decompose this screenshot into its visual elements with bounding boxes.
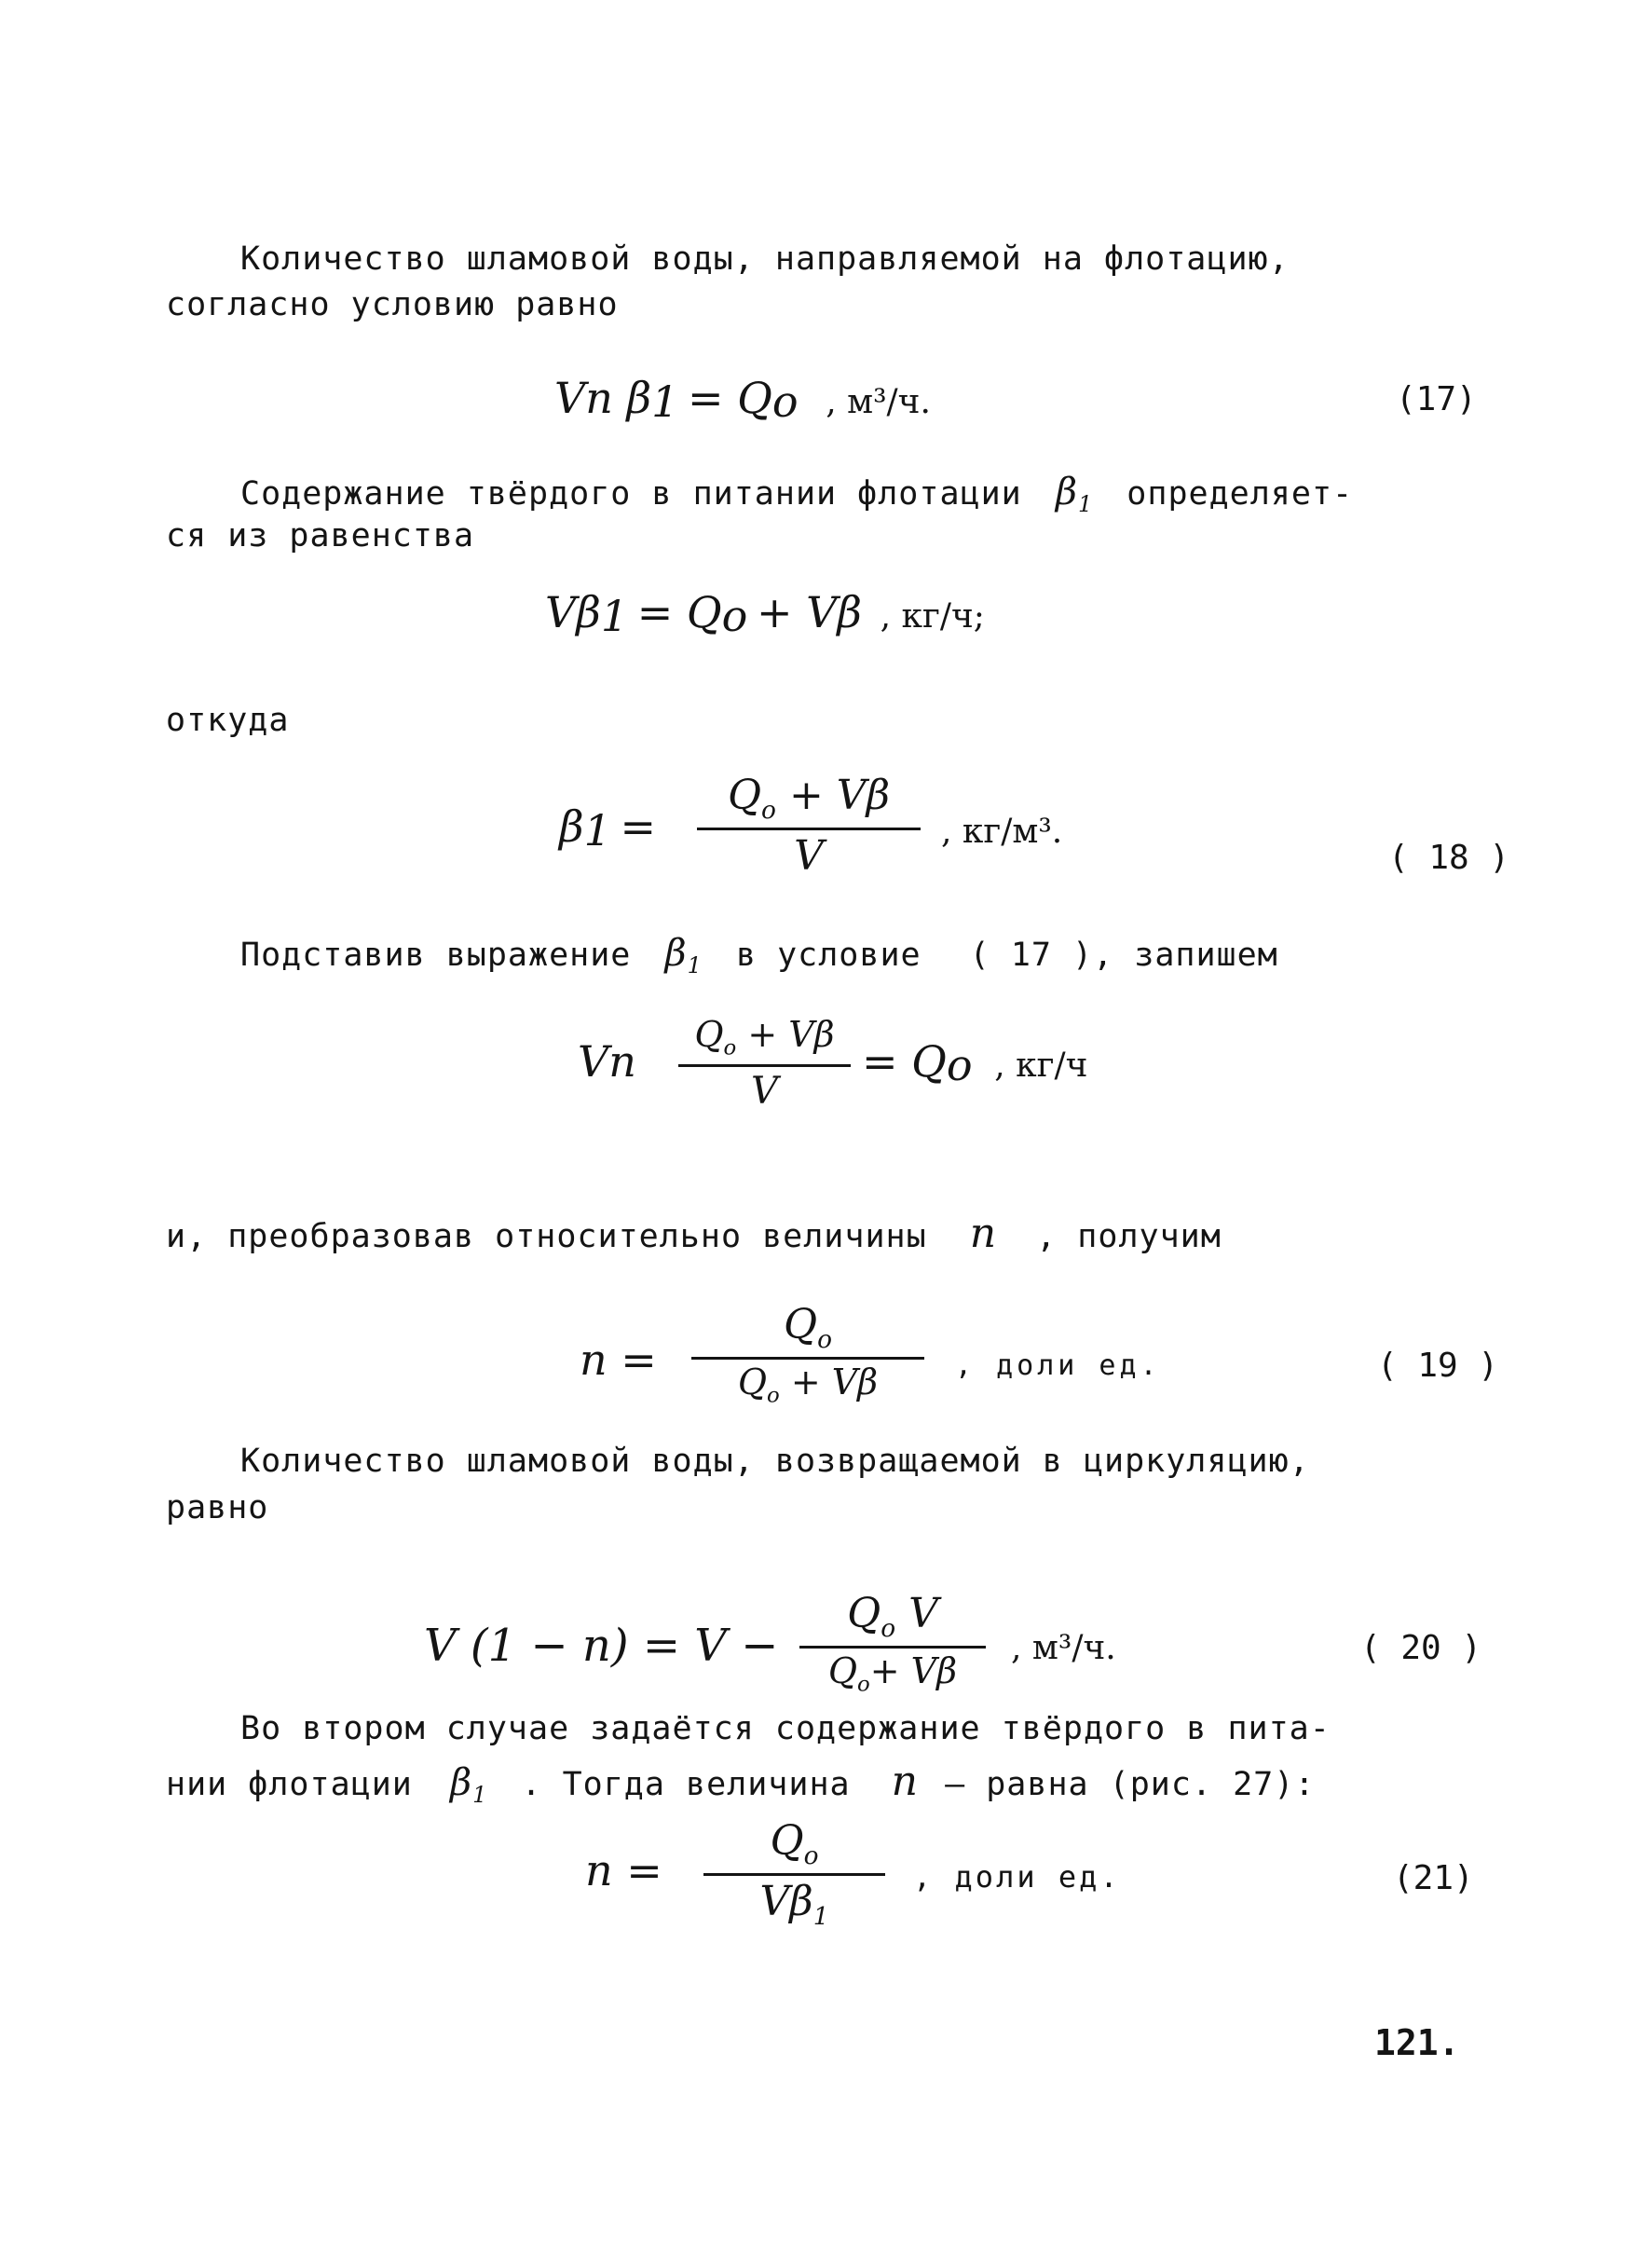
page-number: 121.	[1374, 2022, 1460, 2063]
paragraph-5-line-1: Количество шламовой воды, возвращаемой в циркуляцию,	[240, 1443, 1310, 1480]
paragraph-4: и, преобразовав относительно величины n , получим	[166, 1210, 1222, 1257]
equation-number-21: (21)	[1393, 1859, 1474, 1897]
eq18-lhs: $\beta_1$ =	[559, 801, 657, 856]
paragraph-6-line-1: Во втором случае задаётся содержание твёрдого в пита-	[240, 1710, 1331, 1747]
eq19-fraction: $Q_o$ $Q_o + V\beta$	[691, 1303, 924, 1408]
eq20-lhs: V (1 − n) = V −	[424, 1620, 779, 1672]
eq17-lhs: Vn β	[554, 373, 652, 423]
paragraph-5-line-2: равно	[166, 1489, 269, 1526]
paragraph-6-line-2: нии флотации $\beta_1$ . Тогда величина n – равна (рис. 27):	[166, 1758, 1316, 1808]
eq18-fraction: $Q_o + V\beta$ V	[697, 773, 921, 879]
eqC-fraction: $Q_o + V\beta$ V	[678, 1016, 851, 1112]
paragraph-1-line-1: Количество шламовой воды, направляемой на флотацию,	[240, 240, 1290, 278]
eq17-unit: , м³/ч.	[826, 383, 931, 421]
eq21-unit: , доли ед.	[913, 1859, 1121, 1895]
equation-number-20: ( 20 )	[1360, 1629, 1482, 1667]
equation-number-19: ( 19 )	[1377, 1347, 1499, 1385]
eqC-rhs: = $Q_o$ , кг/ч	[862, 1036, 1088, 1091]
paragraph-1-line-2: согласно условию равно	[166, 286, 619, 323]
equation-17: Vn $\beta_1 = Q_o$ , м³/ч.	[554, 373, 931, 428]
eqC-lhs: Vn	[578, 1036, 636, 1087]
eq18-unit: , кг/м³.	[941, 813, 1063, 851]
paragraph-3: Подставив выражение $\beta_1$ в условие ( 17 ), запишем	[240, 932, 1278, 978]
equation-number-17: (17)	[1396, 380, 1477, 418]
paragraph-2-line-1: Содержание твёрдого в питании флотации $\beta_1$ определяет-	[240, 471, 1354, 517]
eq19-unit: , доли ед.	[955, 1349, 1161, 1382]
eq20-unit: , м³/ч.	[1011, 1629, 1116, 1667]
eq20-fraction: $Q_o$ V $Q_o+ V\beta$	[799, 1592, 986, 1697]
eq19-lhs: n =	[580, 1334, 657, 1385]
paragraph-2-line-2: ся из равенства	[166, 517, 475, 554]
equation-number-18: ( 18 )	[1388, 839, 1510, 877]
word-otkuda: откуда	[166, 702, 290, 739]
beta-1-symbol: β	[1055, 471, 1078, 513]
eq21-fraction: $Q_o$ $V\beta_1$	[703, 1819, 885, 1930]
eq17-rhs: = Q	[687, 373, 772, 423]
eq21-lhs: n =	[585, 1845, 662, 1895]
equation-balance: $V\beta_1 = Q_o + V\beta$ , кг/ч;	[545, 587, 985, 642]
